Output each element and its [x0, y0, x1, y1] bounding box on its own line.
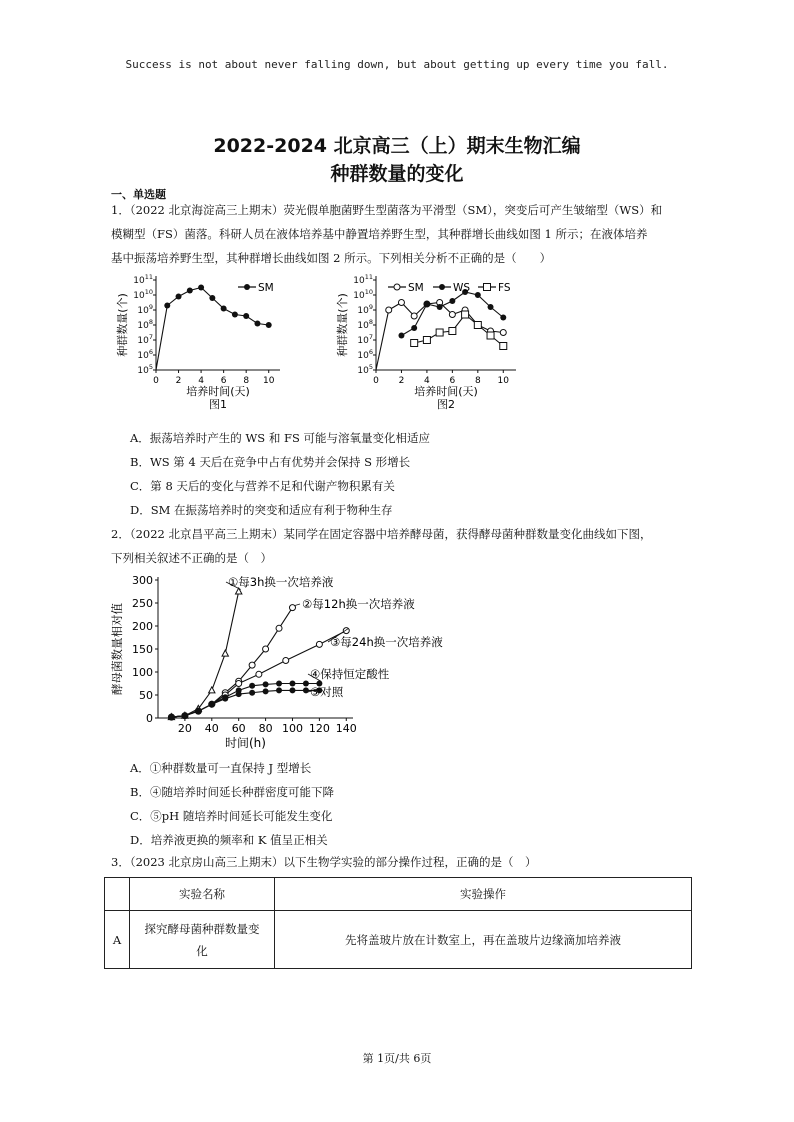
x-tick-label: 0	[373, 376, 379, 386]
y-axis-label: 种群数量(个)	[336, 293, 349, 357]
data-point	[254, 321, 260, 327]
data-point	[303, 687, 309, 693]
table-cell-line: 化	[196, 943, 208, 958]
chart-figure-1	[116, 273, 298, 426]
table-row[interactable]	[105, 911, 692, 969]
series-label-leader	[294, 604, 300, 606]
chart-title: 图2	[437, 398, 455, 411]
data-point	[316, 641, 322, 647]
data-point	[398, 333, 404, 339]
x-tick-label: 4	[424, 376, 430, 386]
question-2-option-b[interactable]: B．④随培养时间延长种群密度可能下降	[130, 785, 334, 799]
series-line	[171, 592, 238, 718]
y-tick-label: $10^7$	[357, 333, 373, 346]
data-point	[263, 681, 269, 687]
x-axis-label: 培养时间(天)	[186, 385, 250, 398]
data-point	[209, 295, 215, 301]
x-tick-label: 10	[263, 376, 275, 386]
question-2-option-d[interactable]: D．培养液更换的频率和 K 值呈正相关	[130, 833, 328, 847]
data-point	[232, 312, 238, 318]
data-point	[256, 671, 262, 677]
y-tick-label: 0	[146, 712, 153, 725]
data-point	[289, 687, 295, 693]
data-point	[449, 328, 456, 335]
question-2-line: 下列相关叙述不正确的是（ ）	[111, 551, 272, 565]
page-title: 2022-2024 北京高三（上）期末生物汇编	[213, 135, 581, 157]
x-tick-label: 100	[281, 722, 303, 735]
series-line	[171, 690, 319, 717]
question-2-option-a[interactable]: A．①种群数量可一直保持 J 型增长	[130, 761, 312, 775]
data-point	[168, 714, 174, 720]
data-point	[488, 304, 494, 310]
experiment-table	[104, 877, 692, 969]
question-1-option-d[interactable]: D．SM 在振荡培养时的突变和适应有利于物种生存	[130, 503, 393, 517]
y-tick-label: $10^8$	[357, 318, 373, 331]
data-point	[209, 687, 215, 693]
table-header-cell	[105, 878, 130, 911]
table-cell-operation: 先将盖玻片放在计数室上，再在盖玻片边缘滴加培养液	[275, 911, 692, 969]
y-tick-label: 300	[132, 574, 153, 587]
data-point	[474, 322, 481, 329]
legend-marker	[484, 284, 491, 291]
table-cell-name	[130, 911, 275, 969]
y-tick-label: 50	[139, 689, 153, 702]
data-point	[500, 343, 507, 350]
series-label: ①每3h换一次培养液	[228, 575, 334, 589]
data-point	[198, 285, 204, 291]
data-point	[462, 311, 469, 318]
x-axis-label: 培养时间(天)	[414, 385, 478, 398]
data-point	[249, 690, 255, 696]
x-tick-label: 140	[335, 722, 357, 735]
chart-title: 图1	[209, 398, 227, 411]
y-tick-label: $10^{11}$	[353, 273, 373, 286]
data-point	[176, 294, 182, 300]
y-tick-label: 150	[132, 643, 153, 656]
data-point	[411, 325, 417, 331]
data-point	[263, 646, 269, 652]
page-motto: Success is not about never falling down, but about getting up every time you fall.	[125, 58, 669, 71]
y-tick-label: 250	[132, 597, 153, 610]
data-point	[276, 681, 282, 687]
x-tick-label: 6	[220, 376, 227, 386]
data-point	[424, 301, 430, 307]
data-point	[249, 662, 255, 668]
data-point	[475, 292, 481, 298]
question-2-stem	[111, 522, 691, 570]
y-axis-label: 种群数量(个)	[116, 293, 129, 357]
y-tick-label: $10^{11}$	[133, 273, 153, 286]
y-tick-label: $10^9$	[137, 303, 153, 316]
table-cell-line: 探究酵母菌种群数量变	[144, 921, 260, 936]
x-tick-label: 2	[398, 376, 405, 386]
x-tick-label: 80	[258, 722, 273, 735]
y-tick-label: $10^7$	[137, 333, 153, 346]
table-header-row	[105, 878, 692, 911]
y-tick-label: $10^8$	[137, 318, 153, 331]
series-label: ②每12h换一次培养液	[302, 597, 415, 611]
data-point	[236, 691, 242, 697]
data-point	[243, 313, 249, 319]
data-point	[283, 658, 289, 664]
x-tick-label: 8	[243, 376, 250, 386]
data-point	[164, 303, 170, 309]
data-point	[436, 329, 443, 336]
y-tick-label: $10^{10}$	[133, 288, 153, 301]
data-point	[263, 688, 269, 694]
question-1-option-b[interactable]: B．WS 第 4 天后在竞争中占有优势并会保持 S 形增长	[130, 455, 411, 469]
data-point	[289, 681, 295, 687]
data-point	[449, 298, 455, 304]
page-subtitle: 种群数量的变化	[330, 163, 464, 185]
x-tick-label: 60	[231, 722, 246, 735]
y-tick-label: $10^5$	[137, 363, 153, 376]
legend-label: SM	[408, 282, 424, 294]
table-row-label: A	[105, 911, 130, 969]
data-point	[209, 701, 215, 707]
data-point	[222, 696, 228, 702]
legend-marker	[244, 284, 250, 290]
series-line	[171, 684, 319, 718]
legend-marker	[394, 284, 400, 290]
x-tick-label: 4	[198, 376, 204, 386]
data-point	[187, 288, 193, 294]
data-point	[423, 337, 430, 344]
question-1-line: 1．（2022 北京海淀高三上期末）荧光假单胞菌野生型菌落为平滑型（SM），突变后可产生皱缩型（WS）和	[111, 203, 663, 217]
data-point	[411, 340, 418, 347]
question-1-option-a[interactable]: A．振荡培养时产生的 WS 和 FS 可能与溶氧量变化相适应	[130, 431, 430, 445]
data-point	[249, 683, 255, 689]
data-point	[449, 312, 455, 318]
x-tick-label: 0	[153, 376, 159, 386]
data-point	[411, 313, 417, 319]
chart-yeast-growth	[110, 572, 443, 752]
legend-label: WS	[453, 282, 471, 294]
question-1-line: 模糊型（FS）菌落。科研人员在液体培养基中静置培养野生型，其种群增长曲线如图 1 所示；在液体培养	[111, 227, 648, 241]
y-tick-label: $10^9$	[357, 303, 373, 316]
section-title: 一、单选题	[111, 188, 166, 201]
data-point	[236, 681, 242, 687]
y-tick-label: $10^5$	[357, 363, 373, 376]
data-point	[266, 322, 272, 328]
y-axis-label: 酵母菌数量相对值	[110, 603, 124, 695]
question-1-line: 基中振荡培养野生型，其种群增长曲线如图 2 所示。下列相关分析不正确的是（ ）	[111, 251, 552, 265]
y-tick-label: 100	[132, 666, 153, 679]
data-point	[500, 330, 506, 336]
question-2-option-c[interactable]: C．⑤pH 随培养时间延长可能发生变化	[130, 809, 333, 823]
data-point	[398, 300, 404, 306]
x-tick-label: 40	[204, 722, 219, 735]
data-point	[386, 307, 392, 313]
x-tick-label: 2	[175, 376, 182, 386]
data-point	[182, 713, 188, 719]
chart-figure-2	[336, 273, 546, 426]
page-footer: 第 1页/共 6页	[362, 1052, 432, 1065]
table-header-cell: 实验操作	[275, 878, 692, 911]
data-point	[343, 628, 349, 634]
table-header-cell: 实验名称	[130, 878, 275, 911]
legend-label: FS	[498, 282, 511, 294]
data-point	[276, 687, 282, 693]
legend-label: SM	[258, 282, 274, 294]
data-point	[222, 650, 228, 656]
data-point	[221, 306, 227, 312]
data-point	[303, 681, 309, 687]
x-tick-label: 120	[308, 722, 330, 735]
x-tick-label: 6	[449, 376, 456, 386]
y-tick-label: $10^{10}$	[353, 288, 373, 301]
data-point	[195, 708, 201, 714]
x-axis-label: 时间(h)	[225, 736, 266, 750]
x-tick-label: 10	[497, 376, 509, 386]
data-point	[276, 625, 282, 631]
legend-marker	[439, 284, 445, 290]
data-point	[500, 315, 506, 321]
y-tick-label: $10^6$	[137, 348, 153, 361]
series-label: ③每24h换一次培养液	[330, 635, 443, 649]
series-label: ④保持恒定酸性	[310, 667, 390, 681]
y-tick-label: $10^6$	[357, 348, 373, 361]
data-point	[487, 332, 494, 339]
x-tick-label: 20	[177, 722, 192, 735]
question-3-stem: 3．（2023 北京房山高三上期末）以下生物学实验的部分操作过程，正确的是（ ）	[111, 855, 537, 869]
y-tick-label: 200	[132, 620, 153, 633]
data-point	[437, 304, 443, 310]
question-1-option-c[interactable]: C．第 8 天后的变化与营养不足和代谢产物积累有关	[130, 479, 395, 493]
question-1-stem	[111, 198, 691, 270]
series-label: ⑤对照	[310, 685, 344, 699]
question-2-line: 2．（2022 北京昌平高三上期末）某同学在固定容器中培养酵母菌，获得酵母菌种群数量变化曲线如下图，	[111, 527, 652, 541]
x-tick-label: 8	[474, 376, 481, 386]
